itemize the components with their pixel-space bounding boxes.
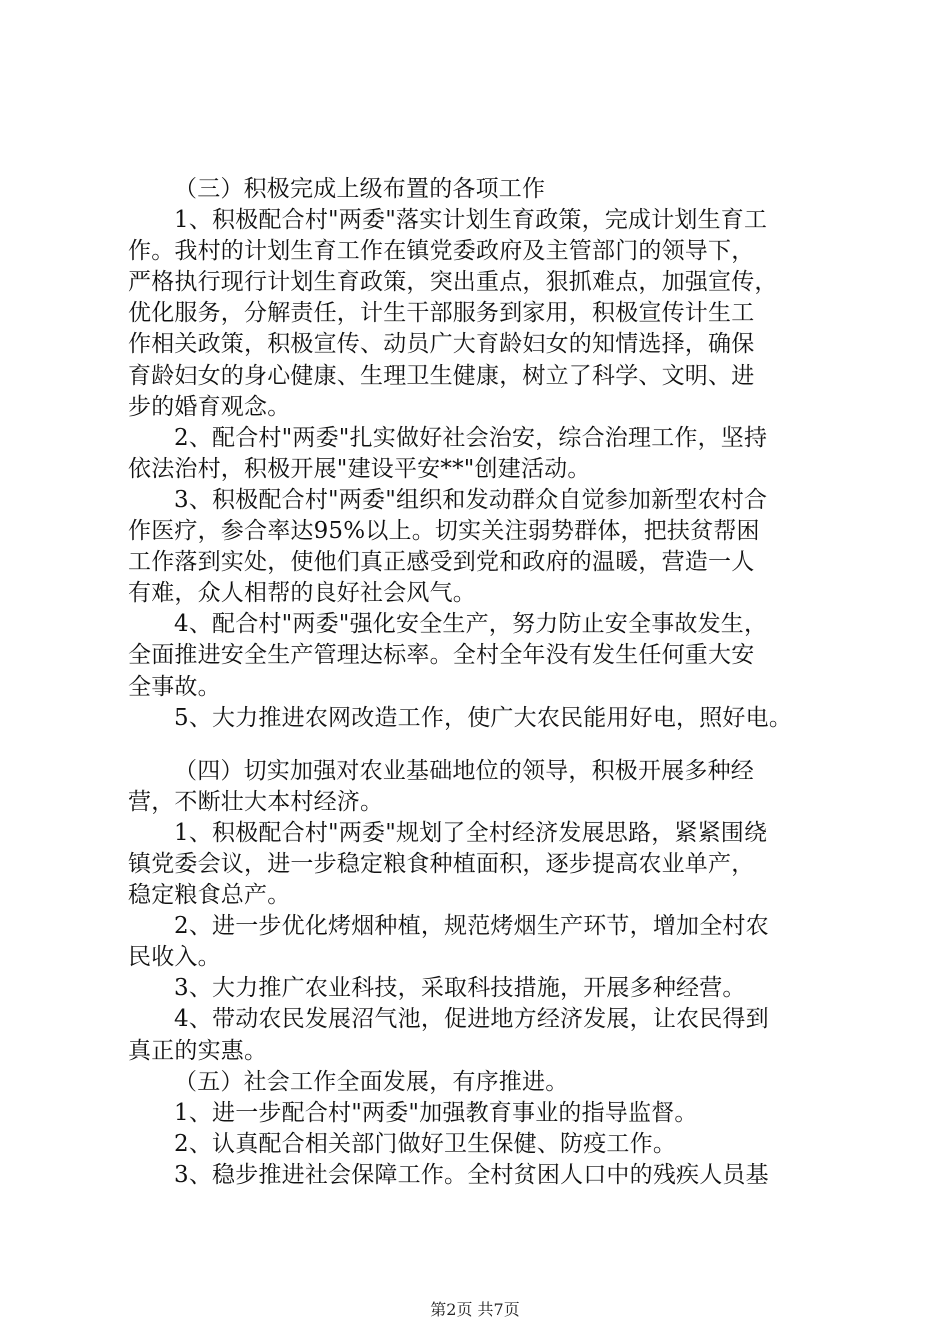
section-heading-3: （三）积极完成上级布置的各项工作 — [174, 176, 546, 202]
paragraph-line: 真正的实惠。 — [128, 1037, 268, 1064]
paragraph-line: 镇党委会议，进一步稳定粮食种植面积，逐步提高农业单产， — [128, 850, 755, 877]
paragraph-line: 3、稳步推进社会保障工作。全村贫困人口中的残疾人员基 — [174, 1161, 769, 1188]
paragraph-line: 3、积极配合村"两委"组织和发动群众自觉参加新型农村合 — [174, 486, 768, 513]
paragraph-line: 2、进一步优化烤烟种植，规范烤烟生产环节，增加全村农 — [174, 913, 769, 940]
paragraph-line: 1、进一步配合村"两委"加强教育事业的指导监督。 — [174, 1099, 698, 1126]
paragraph-line: 2、配合村"两委"扎实做好社会治安，综合治理工作，坚持 — [174, 424, 768, 451]
paragraph-line: 严格执行现行计划生育政策，突出重点，狠抓难点，加强宣传， — [128, 269, 778, 296]
paragraph-line: 全面推进安全生产管理达标率。全村全年没有发生任何重大安 — [128, 642, 755, 669]
paragraph-line: 4、配合村"两委"强化安全生产，努力防止安全事故发生， — [174, 611, 768, 638]
paragraph-line: 4、带动农民发展沼气池，促进地方经济发展，让农民得到 — [174, 1006, 769, 1033]
document-body — [128, 174, 838, 1191]
paragraph-line: 有难，众人相帮的良好社会风气。 — [128, 580, 476, 607]
paragraph-line: 稳定粮食总产。 — [128, 882, 291, 909]
paragraph-line: 1、积极配合村"两委"规划了全村经济发展思路，紧紧围绕 — [174, 819, 768, 846]
paragraph-line: 优化服务，分解责任，计生干部服务到家用，积极宣传计生工 — [128, 300, 755, 327]
paragraph-line: 2、认真配合相关部门做好卫生保健、防疫工作。 — [174, 1130, 677, 1157]
section-heading-5: （五）社会工作全面发展，有序推进。 — [174, 1068, 569, 1095]
paragraph-line: 作。我村的计划生育工作在镇党委政府及主管部门的领导下， — [128, 238, 755, 265]
paragraph-line: 3、大力推广农业科技，采取科技措施，开展多种经营。 — [174, 975, 746, 1002]
paragraph-line: 作相关政策，积极宣传、动员广大育龄妇女的知情选择，确保 — [128, 331, 755, 358]
paragraph-line: 5、大力推进农网改造工作，使广大农民能用好电，照好电。 — [174, 704, 793, 731]
page-number-footer: 第2页 共7页 — [430, 1300, 520, 1319]
paragraph-line: 全事故。 — [128, 673, 221, 700]
paragraph-line: 工作落到实处，使他们真正感受到党和政府的温暖，营造一人 — [128, 549, 755, 576]
paragraph-spacer — [128, 734, 838, 756]
paragraph-line: 依法治村，积极开展"建设平安**"创建活动。 — [128, 455, 591, 482]
section-heading-4: （四）切实加强对农业基础地位的领导，积极开展多种经 — [174, 757, 754, 784]
paragraph-line: 作医疗，参合率达95%以上。切实关注弱势群体，把扶贫帮困 — [128, 518, 760, 545]
paragraph-line: 营，不断壮大本村经济。 — [128, 788, 384, 815]
paragraph-line: 育龄妇女的身心健康、生理卫生健康，树立了科学、文明、进 — [128, 362, 755, 389]
paragraph-line: 1、积极配合村"两委"落实计划生育政策，完成计划生育工 — [174, 207, 768, 234]
paragraph-line: 民收入。 — [128, 944, 221, 971]
paragraph-line: 步的婚育观念。 — [128, 393, 291, 420]
